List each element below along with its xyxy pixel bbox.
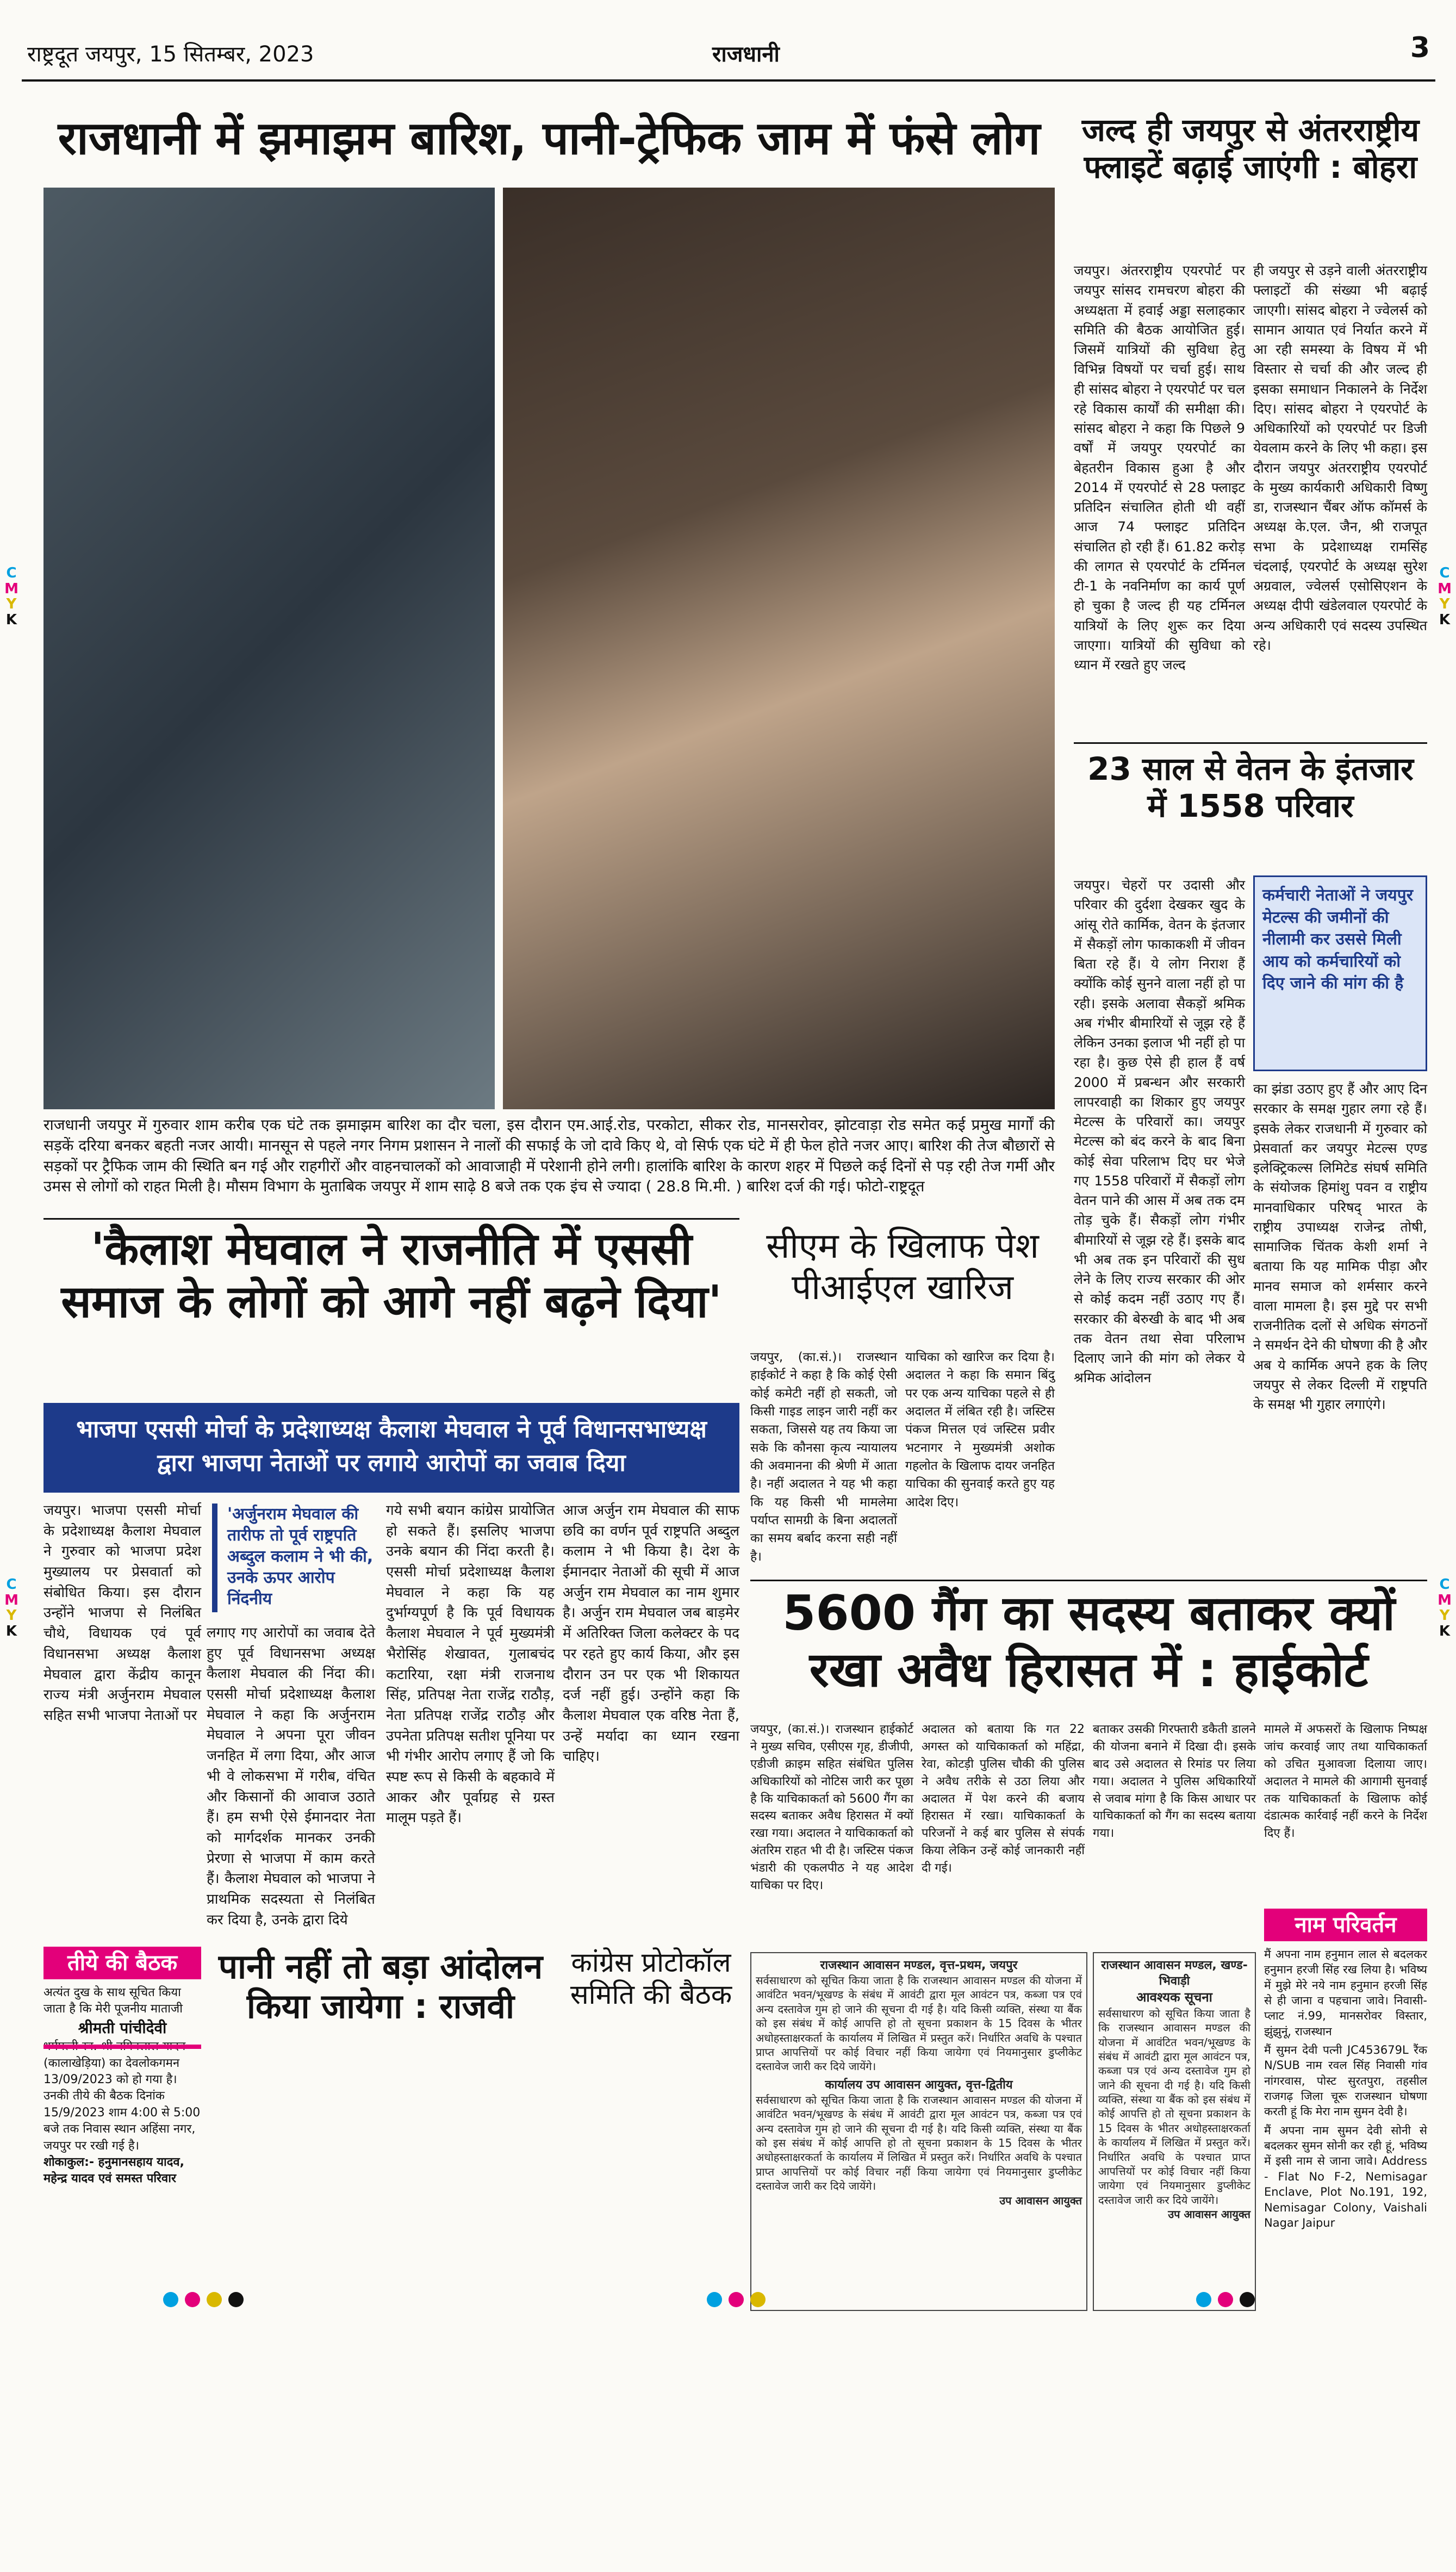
salary-headline: 23 साल से वेतन के इंतजार में 1558 परिवार bbox=[1087, 750, 1414, 825]
meghwal-headline: 'कैलाश मेघवाल ने राजनीति में एससी समाज के लोगों को आगे नहीं बढ़ने दिया' bbox=[61, 1223, 722, 1328]
rain-photo-flooded-road bbox=[43, 188, 495, 1109]
rain-photo-traffic-jam bbox=[503, 188, 1055, 1109]
gang-col-3: बताकर उसकी गिरफ्तारी डकैती डालने की योजना बनाने में दिखा दी। इसके बाद उसे अदालत से रिमांड पर लिया गया। अदालत ने पुलिस अधिकारियों से जवाब मांगा है कि किस आधार पर याचिकाकर्ता को गैंग का सदस्य बताया गया। bbox=[1093, 1723, 1256, 1841]
meghwal-col-3: गये सभी बयान कांग्रेस प्रायोजित हो सकते हैं। इसलिए भाजपा उनके बयान की निंदा करती है। एससी मोर्चा प्रदेशाध्यक्ष कैलाश मेघवाल ने कहा कि यह दुर्भाग्यपूर्ण है कि पूर्व विधायक कैलाश मेघवाल ने पूर्व मुख्यमंत्री भैरोसिंह शेखावत, गुलाबचंद कटारिया, रक्षा मंत्री राजनाथ सिंह, प्रतिपक्ष नेता राजेंद्र राठौड़, नेता प्रतिपक्ष राजेंद्र राठौड़ और उपनेता प्रतिपक्ष सतीश पूनिया पर भी गंभीर आरोप लगाए हैं जो कि स्पष्ट रूप से किसी के बहकावे में आकर और पूर्वाग्रह से ग्रस्त मालूम पड़ते हैं। bbox=[386, 1502, 555, 1827]
rain-headline: राजधानी में झमाझम बारिश, पानी-ट्रेफिक जाम में फंसे लोग bbox=[58, 111, 1041, 165]
pil-col-2: याचिका को खारिज कर दिया है। अदालत ने कहा कि समान बिंदु पर एक अन्य याचिका पहले से ही अदालत में लंबित रही है। जस्टिस पंकज मित्तल एवं जस्टिस प्रवीर भटनागर ने मुख्यमंत्री अशोक गहलोत के खिलाफ दायर जनहित याचिका की सुनवाई करते हुए यह आदेश दिए। bbox=[905, 1350, 1055, 1509]
congress-headline: कांग्रेस प्रोटोकॉल समिति की बैठक bbox=[570, 1947, 732, 2010]
pil-col-1: जयपुर, (का.सं.)। राजस्थान हाईकोर्ट ने कहा है कि कोई ऐसी कोई कमेटी नहीं हो सकती, जो किसी गाइड लाइन जारी नहीं कर सकता, जिससे यह तय किया जा सके कि कौनसा कृत्य न्यायालय की अवमानना की श्रेणी में आता है। नहीं अदालत ने यह भी कहा कि यह किसी भी मामलेमा पर्याप्त सामग्री के बिना अदालतों का समय बर्बाद करना सही नहीं है। bbox=[750, 1350, 897, 1564]
pil-headline: सीएम के खिलाफ पेश पीआईएल खारिज bbox=[766, 1226, 1039, 1308]
meghwal-col-4: आज अर्जुन राम मेघवाल की साफ छवि का वर्णन पूर्व राष्ट्रपति अब्दुल कलाम ने भी किया है। देश के ईमानदार नेताओं की सूची में आज अर्जुन राम मेघवाल का नाम शुमार है। अर्जुन राम मेघवाल जब बाड़मेर में अतिरिक्त जिला कलेक्टर के पद पर रहते हुए कार्य किया, और इस दौरान उन पर एक भी शिकायत दर्ज नहीं हुई। उन्होंने कहा कि कैलाश मेघवाल एक वरिष्ठ नेता हैं, उन्हें मर्यादा का ध्यान रखना चाहिए। bbox=[563, 1502, 739, 1765]
paani-headline: पानी नहीं तो बड़ा आंदोलन किया जायेगा : राजवी bbox=[218, 1947, 543, 2027]
color-dot bbox=[163, 2292, 178, 2307]
airport-col-2: ही जयपुर से उड़ने वाली अंतरराष्ट्रीय फ्लाइटों की संख्या भी बढ़ाई जाएगी। सांसद बोहरा ने ज्वेलर्स को सामान आयात एवं निर्यात करने में आ रही समस्या के विषय में भी विस्तार से चर्चा की और जल्द ही इसका समाधान निकालने के निर्देश दिए। सांसद बोहरा ने एयरपोर्ट के अधिकारियों को एयरपोर्ट पर डिजी येवलाम करने के लिए भी कहा। इस दौरान जयपुर अंतरराष्ट्रीय एयरपोर्ट के मुख्य कार्यकारी अधिकारी विष्णु डा, राजस्थान चैंबर ऑफ कॉमर्स के अध्यक्ष के.एल. जैन, श्री राजपूत सभा के प्रदेशाध्यक्ष रामसिंह चंदलाई, एयरपोर्ट के अध्यक्ष सुरेश अग्रवाल, ज्वेलर्स एसोसिएशन के अध्यक्ष दीपी खंडेलवाल एयरपोर्ट के अन्य अधिकारी एवं सदस्य उपस्थित रहे। bbox=[1253, 263, 1427, 653]
name-change-section-title: नाम परिवर्तन bbox=[1264, 1909, 1427, 1941]
page-number: 3 bbox=[1410, 32, 1430, 64]
meghwal-pull-quote: 'अर्जुनराम मेघवाल की तारीफ तो पूर्व राष्ट्रपति अब्दुल कलाम ने भी की, उनके ऊपर आरोप निंदनीय bbox=[212, 1504, 375, 1612]
registration-mark-right-lower: C M Y K bbox=[1438, 1576, 1452, 1639]
promo-spacer bbox=[43, 2045, 201, 2049]
salary-highlight-box bbox=[1253, 875, 1427, 1071]
obituary-section-title: तीये की बैठक bbox=[43, 1947, 201, 1979]
divider bbox=[750, 1580, 1427, 1581]
page-header bbox=[22, 22, 1435, 82]
name-change-item: मैं अपना नाम सुमन देवी सोनी से बदलकर सुमन सोनी कर रही हूं, भविष्य में इसी नाम से जाना जावे। Address - Flat No F-2, Nemisagar Enclave, Plot No.191, 192, Nemisagar Colony, Vaishali Nagar Jaipur bbox=[1264, 2123, 1427, 2229]
color-dot bbox=[729, 2292, 744, 2307]
registration-mark-left-lower: C M Y K bbox=[4, 1576, 18, 1639]
gang-col-1: जयपुर, (का.सं.)। राजस्थान हाईकोर्ट ने मुख्य सचिव, एसीएस गृह, डीजीपी, एडीजी क्राइम सहित संबंधित पुलिस अधिकारियों को नोटिस जारी कर पूछा है कि याचिकाकर्ता को 5600 गैंग का सदस्य बताकर अवैध हिरासत में क्यों रखा गया। अदालत ने याचिकाकर्ता को अंतरिम राहत भी दी है। जस्टिस पंकज भंडारी की एकलपीठ ने यह आदेश याचिका पर दिए। bbox=[750, 1723, 913, 1893]
salary-col-1: जयपुर। चेहरों पर उदासी और परिवार की दुर्दशा देखकर खुद के आंसू रोते कार्मिक, वेतन के इंतजार में सैकड़ों लोग फाकाकशी में जीवन बिता रहे हैं। ये लोग निराश हैं क्योंकि कोई सुनने वाला नहीं हो पा रही। इसके अलावा सैकड़ों श्रमिक अब गंभीर बीमारियों से जूझ रहे हैं लेकिन उनका इलाज भी नहीं हो पा रहा है। कुछ ऐसे ही हाल हैं वर्ष 2000 में प्रबन्धन और सरकारी लापरवाही का शिकार हुए जयपुर मेटल्स के परिवारों का। जयपुर मेटल्स को बंद करने के बाद बिना कोई सेवा परिलाभ दिए घर भेजे गए 1558 परिवारों में सैकड़ों लोग वेतन पाने की आस में अब तक दम तोड़ चुके हैं। सैकड़ों लोग गंभीर बीमारियों से जूझ रहे हैं। इसके बाद भी अब तक इन परिवारों की सुध लेने के लिए राज्य सरकार की ओर से कोई कदम नहीं उठाए गए हैं। सरकार की बेरुखी के बाद भी अब तक वेतन तथा सेवा परिलाभ दिलाए जाने की मांग को लेकर ये श्रमिक आंदोलन bbox=[1074, 877, 1245, 1386]
registration-mark-right: C M Y K bbox=[1438, 565, 1452, 628]
airport-headline: जल्द ही जयपुर से अंतरराष्ट्रीय फ्लाइटें बढ़ाई जाएंगी : बोहरा bbox=[1081, 111, 1420, 186]
divider bbox=[43, 1218, 739, 1220]
gang-headline: 5600 गैंग का सदस्य बताकर क्यों रखा अवैध हिरासत में : हाईकोर्ट bbox=[782, 1585, 1395, 1698]
meghwal-col-1: जयपुर। भाजपा एससी मोर्चा के प्रदेशाध्यक्ष कैलाश मेघवाल ने गुरुवार को भाजपा प्रदेश मुख्यालय पर प्रेसवार्ता को संबोधित किया। इस दौरान उन्होंने भाजपा से निलंबित चौथे, विधायक एवं पूर्व विधानसभा अध्यक्ष कैलाश मेघवाल द्वारा केंद्रीय कानून राज्य मंत्री अर्जुनराम मेघवाल सहित सभी भाजपा नेताओं पर bbox=[43, 1502, 201, 1724]
color-dot bbox=[1218, 2292, 1233, 2307]
name-change-item: मैं अपना नाम हनुमान लाल से बदलकर हनुमान हरजी सिंह रख लिया है। भविष्य में मुझे मेरे नये नाम हनुमान हरजी सिंह से ही जाना व पहचाना जावे। निवासी-प्लाट नं.99, मानसरोवर विस्तार, झुंझुनूं, राजस्थान bbox=[1264, 1948, 1427, 2038]
gang-col-4: मामले में अफसरों के खिलाफ निष्पक्ष जांच करवाई जाए तथा याचिकाकर्ता को उचित मुआवजा दिलाया जाए। अदालत ने मामले की आगामी सुनवाई तक याचिकाकर्ता के खिलाफ कोई दंडात्मक कार्रवाई नहीं करने के निर्देश दिए हैं। bbox=[1264, 1723, 1427, 1841]
section-name: राजधानी bbox=[712, 42, 780, 67]
notice-bhiwadi: राजस्थान आवासन मण्डल, खण्ड-भिवाड़ी आवश्यक सूचना सर्वसाधारण को सूचित किया जाता है कि राजस्थान आवासन मण्डल की योजना में आवंटित भवन/भूखण्ड के संबंध में आवंटी द्वारा मूल आवंटन पत्र, कब्जा पत्र एवं अन्य दस्तावेज गुम हो जाने की सूचना दी गई है। यदि किसी व्यक्ति, संस्था या बैंक को इस संबंध में कोई आपत्ति हो तो सूचना प्रकाशन के 15 दिवस के भीतर अधोहस्ताक्षरकर्ता के कार्यालय में लिखित में प्रस्तुत करें। निर्धारित अवधि के पश्चात प्राप्त आपत्तियों पर कोई विचार नहीं किया जायेगा एवं नियमानुसार डुप्लीकेट दस्तावेज जारी कर दिये जायेंगे। उप आवासन आयुक्त bbox=[1093, 1952, 1256, 2311]
rain-caption: राजधानी जयपुर में गुरुवार शाम करीब एक घंटे तक झमाझम बारिश का दौर चला, इस दौरान एम.आई.रोड, परकोटा, सीकर रोड, मानसरोवर, झोटवाड़ा रोड समेत कई प्रमुख मार्गों की सड़कें दरिया बनकर बहती नजर आयी। मानसून से पहले नगर निगम प्रशासन ने नालों की सफाई के जो दावे किए थे, वो सिर्फ एक घंटे में ही फेल होते नजर आए। बारिश की तेज बौछारों से सड़कों पर ट्रैफिक जाम की स्थिति बन गई और राहगीरों और वाहनचालकों को आवाजाही में परेशानी होने लगी। हालांकि बारिश के कारण शहर में पिछले कई दिनों से पड़ रही तेज गर्मी और उमस से लोगों को राहत मिली है। मौसम विभाग के मुताबिक जयपुर में शाम साढ़े 8 बजे तक एक इंच से ज्यादा ( 28.8 मि.मी. ) बारिश दर्ज की गई। फोटो-राष्ट्रदूत bbox=[43, 1116, 1055, 1196]
color-dot bbox=[185, 2292, 200, 2307]
obituary-list bbox=[43, 1985, 201, 2572]
notice-housing-board: राजस्थान आवासन मण्डल, वृत्त-प्रथम, जयपुर सर्वसाधारण को सूचित किया जाता है कि राजस्थान आवासन मण्डल की योजना में आवंटित भवन/भूखण्ड के संबंध में आवंटी द्वारा मूल आवंटन पत्र, कब्जा पत्र एवं अन्य दस्तावेज गुम हो जाने की सूचना दी गई है। यदि किसी व्यक्ति, संस्था या बैंक को इस संबंध में कोई आपत्ति हो तो सूचना प्रकाशन के 15 दिवस के भीतर अधोहस्ताक्षरकर्ता के कार्यालय में लिखित में प्रस्तुत करें। निर्धारित अवधि के पश्चात प्राप्त आपत्तियों पर कोई विचार नहीं किया जायेगा एवं नियमानुसार डुप्लीकेट दस्तावेज जारी कर दिये जायेंगे। कार्यालय उप आवासन आयुक्त, वृत्त-द्वितीय सर्वसाधारण को सूचित किया जाता है कि राजस्थान आवासन मण्डल की योजना में आवंटित भवन/भूखण्ड के संबंध में आवंटी द्वारा मूल आवंटन पत्र, कब्जा पत्र एवं अन्य दस्तावेज गुम हो जाने की सूचना दी गई है। यदि किसी व्यक्ति, संस्था या बैंक को इस संबंध में कोई आपत्ति हो तो सूचना प्रकाशन के 15 दिवस के भीतर अधोहस्ताक्षरकर्ता के कार्यालय में लिखित में प्रस्तुत करें। निर्धारित अवधि के पश्चात प्राप्त आपत्तियों पर कोई विचार नहीं किया जायेगा एवं नियमानुसार डुप्लीकेट दस्तावेज जारी कर दिये जायेंगे। उप आवासन आयुक्त bbox=[750, 1952, 1087, 2311]
dateline: राष्ट्रदूत जयपुर, 15 सितम्बर, 2023 bbox=[27, 42, 314, 67]
salary-highlight-text: कर्मचारी नेताओं ने जयपुर मेटल्स की जमीनों की नीलामी कर उससे मिली आय को कर्मचारियों को दिए जाने की मांग की है bbox=[1262, 886, 1413, 993]
color-dot bbox=[750, 2292, 766, 2307]
meghwal-subheadline-band: भाजपा एससी मोर्चा के प्रदेशाध्यक्ष कैलाश मेघवाल ने पूर्व विधानसभाध्यक्ष द्वारा भाजपा नेताओं पर लगाये आरोपों का जवाब दिया bbox=[43, 1403, 739, 1493]
name-change-list bbox=[1264, 1947, 1427, 2311]
obituary-1: अत्यंत दुख के साथ सूचित किया जाता है कि मेरी पूजनीय माताजी श्रीमती पांचीदेवी धर्मपत्नी स्व. श्री नगिनलाल यादव (कालाखेड़िया) का देवलोकगमन 13/09/2023 को हो गया है। उनकी तीये की बैठक दिनांक 15/9/2023 शाम 4:00 से 5:00 बजे तक निवास स्थान अहिंसा नगर, जयपुर पर रखी गई है। शोकाकुल:- हनुमानसहाय यादव, महेन्द्र यादव एवं समस्त परिवार bbox=[43, 1986, 201, 2186]
meghwal-col-2: लगाए गए आरोपों का जवाब देते हुए पूर्व विधानसभा अध्यक्ष कैलाश मेघवाल की निंदा की। एससी मोर्चा प्रदेशाध्यक्ष कैलाश मेघवाल ने कहा कि अर्जुनराम मेघवाल ने अपना पूरा जीवन जनहित में लगा दिया, और आज भी वे लोकसभा में गरीब, वंचित और किसानों की आवाज उठाते हैं। हम सभी ऐसे ईमानदार नेता को मार्गदर्शक मानकर उनकी प्रेरणा से भाजपा में काम करते हैं। कैलाश मेघवाल को भाजपा ने प्राथमिक सदस्यता से निलंबित कर दिया है, उनके द्वारा दिये bbox=[207, 1625, 375, 1928]
photo-credit: फोटो-राष्ट्रदूत bbox=[856, 1177, 925, 1196]
name-change-item: मैं सुमन देवी पत्नी JC453679L रैंक N/SUB नाम रवल सिंह निवासी गांव नांगरवास, पोस्ट सुरतपुरा, तहसील राजगढ़ जिला चूरू राजस्थान घोषणा करती हूं कि मेरा नाम सुमन देवी है। bbox=[1264, 2043, 1427, 2119]
divider bbox=[1074, 742, 1427, 744]
airport-col-1: जयपुर। अंतरराष्ट्रीय एयरपोर्ट पर जयपुर सांसद रामचरण बोहरा की अध्यक्षता में हवाई अड्डा सलाहकार समिति की बैठक आयोजित हुई। जिसमें यात्रियों की सुविधा हेतु विभिन्न विषयों पर चर्चा हुई। साथ ही सांसद बोहरा ने एयरपोर्ट पर चल रहे विकास कार्यों की समीक्षा की। सांसद बोहरा ने कहा कि पिछले 9 वर्षों में जयपुर एयरपोर्ट का बेहतरीन विकास हुआ है और 2014 में एयरपोर्ट से 28 फ्लाइट प्रतिदिन संचालित होती थी वहीं आज 74 फ्लाइट प्रतिदिन संचालित हो रही हैं। 61.82 करोड़ की लागत से एयरपोर्ट के टर्मिनल टी-1 के नवनिर्माण का कार्य पूर्ण हो चुका है जल्द ही यह टर्मिनल यात्रियों के लिए शुरू कर दिया जाएगा। यात्रियों की सुविधा को ध्यान में रखते हुए जल्द bbox=[1074, 263, 1245, 673]
gang-col-2: अदालत को बताया कि गत 22 अगस्त को याचिकाकर्ता को महिंद्रा, रेवा, कोटड़ी पुलिस चौकी की पुलिस ने अवैध तरीके से उठा लिया और अदालत में पेश करने की बजाय हिरासत में रखा। याचिकाकर्ता के परिजनों ने कई बार पुलिस से संपर्क किया लेकिन उन्हें कोई जानकारी नहीं दी गई। bbox=[922, 1723, 1085, 1875]
salary-col-2: का झंडा उठाए हुए हैं और आए दिन सरकार के समक्ष गुहार लगा रहे हैं। इसके लेकर राजधानी में गुरुवार को प्रेसवार्ता कर जयपुर मेटल्स एण्ड इलेक्ट्रिकल्स लिमिटेड संघर्ष समिति के संयोजक हिमांशु पवन व राष्ट्रीय मानवाधिकार परिषद् भारत के राष्ट्रीय उपाध्यक्ष राजेन्द्र तोषी, सामाजिक चिंतक केशी शर्मा ने बताया कि यह मामिक पीड़ा और मानव समाज को शर्मसार करने वाला मामला है। इस मुद्दे पर सभी राजनीतिक दलों से अधिक संगठनों ने समर्थन देने की घोषणा की है और अब ये कार्मिक अपने हक के लिए जयपुर से लेकर दिल्ली में राष्ट्रपति के समक्ष भी गुहार लगाएंगे। bbox=[1253, 1081, 1427, 1412]
color-dot bbox=[207, 2292, 222, 2307]
color-dot bbox=[1196, 2292, 1211, 2307]
registration-mark-left: C M Y K bbox=[4, 565, 18, 628]
color-dot bbox=[228, 2292, 244, 2307]
color-dot bbox=[1240, 2292, 1255, 2307]
color-dot bbox=[707, 2292, 722, 2307]
